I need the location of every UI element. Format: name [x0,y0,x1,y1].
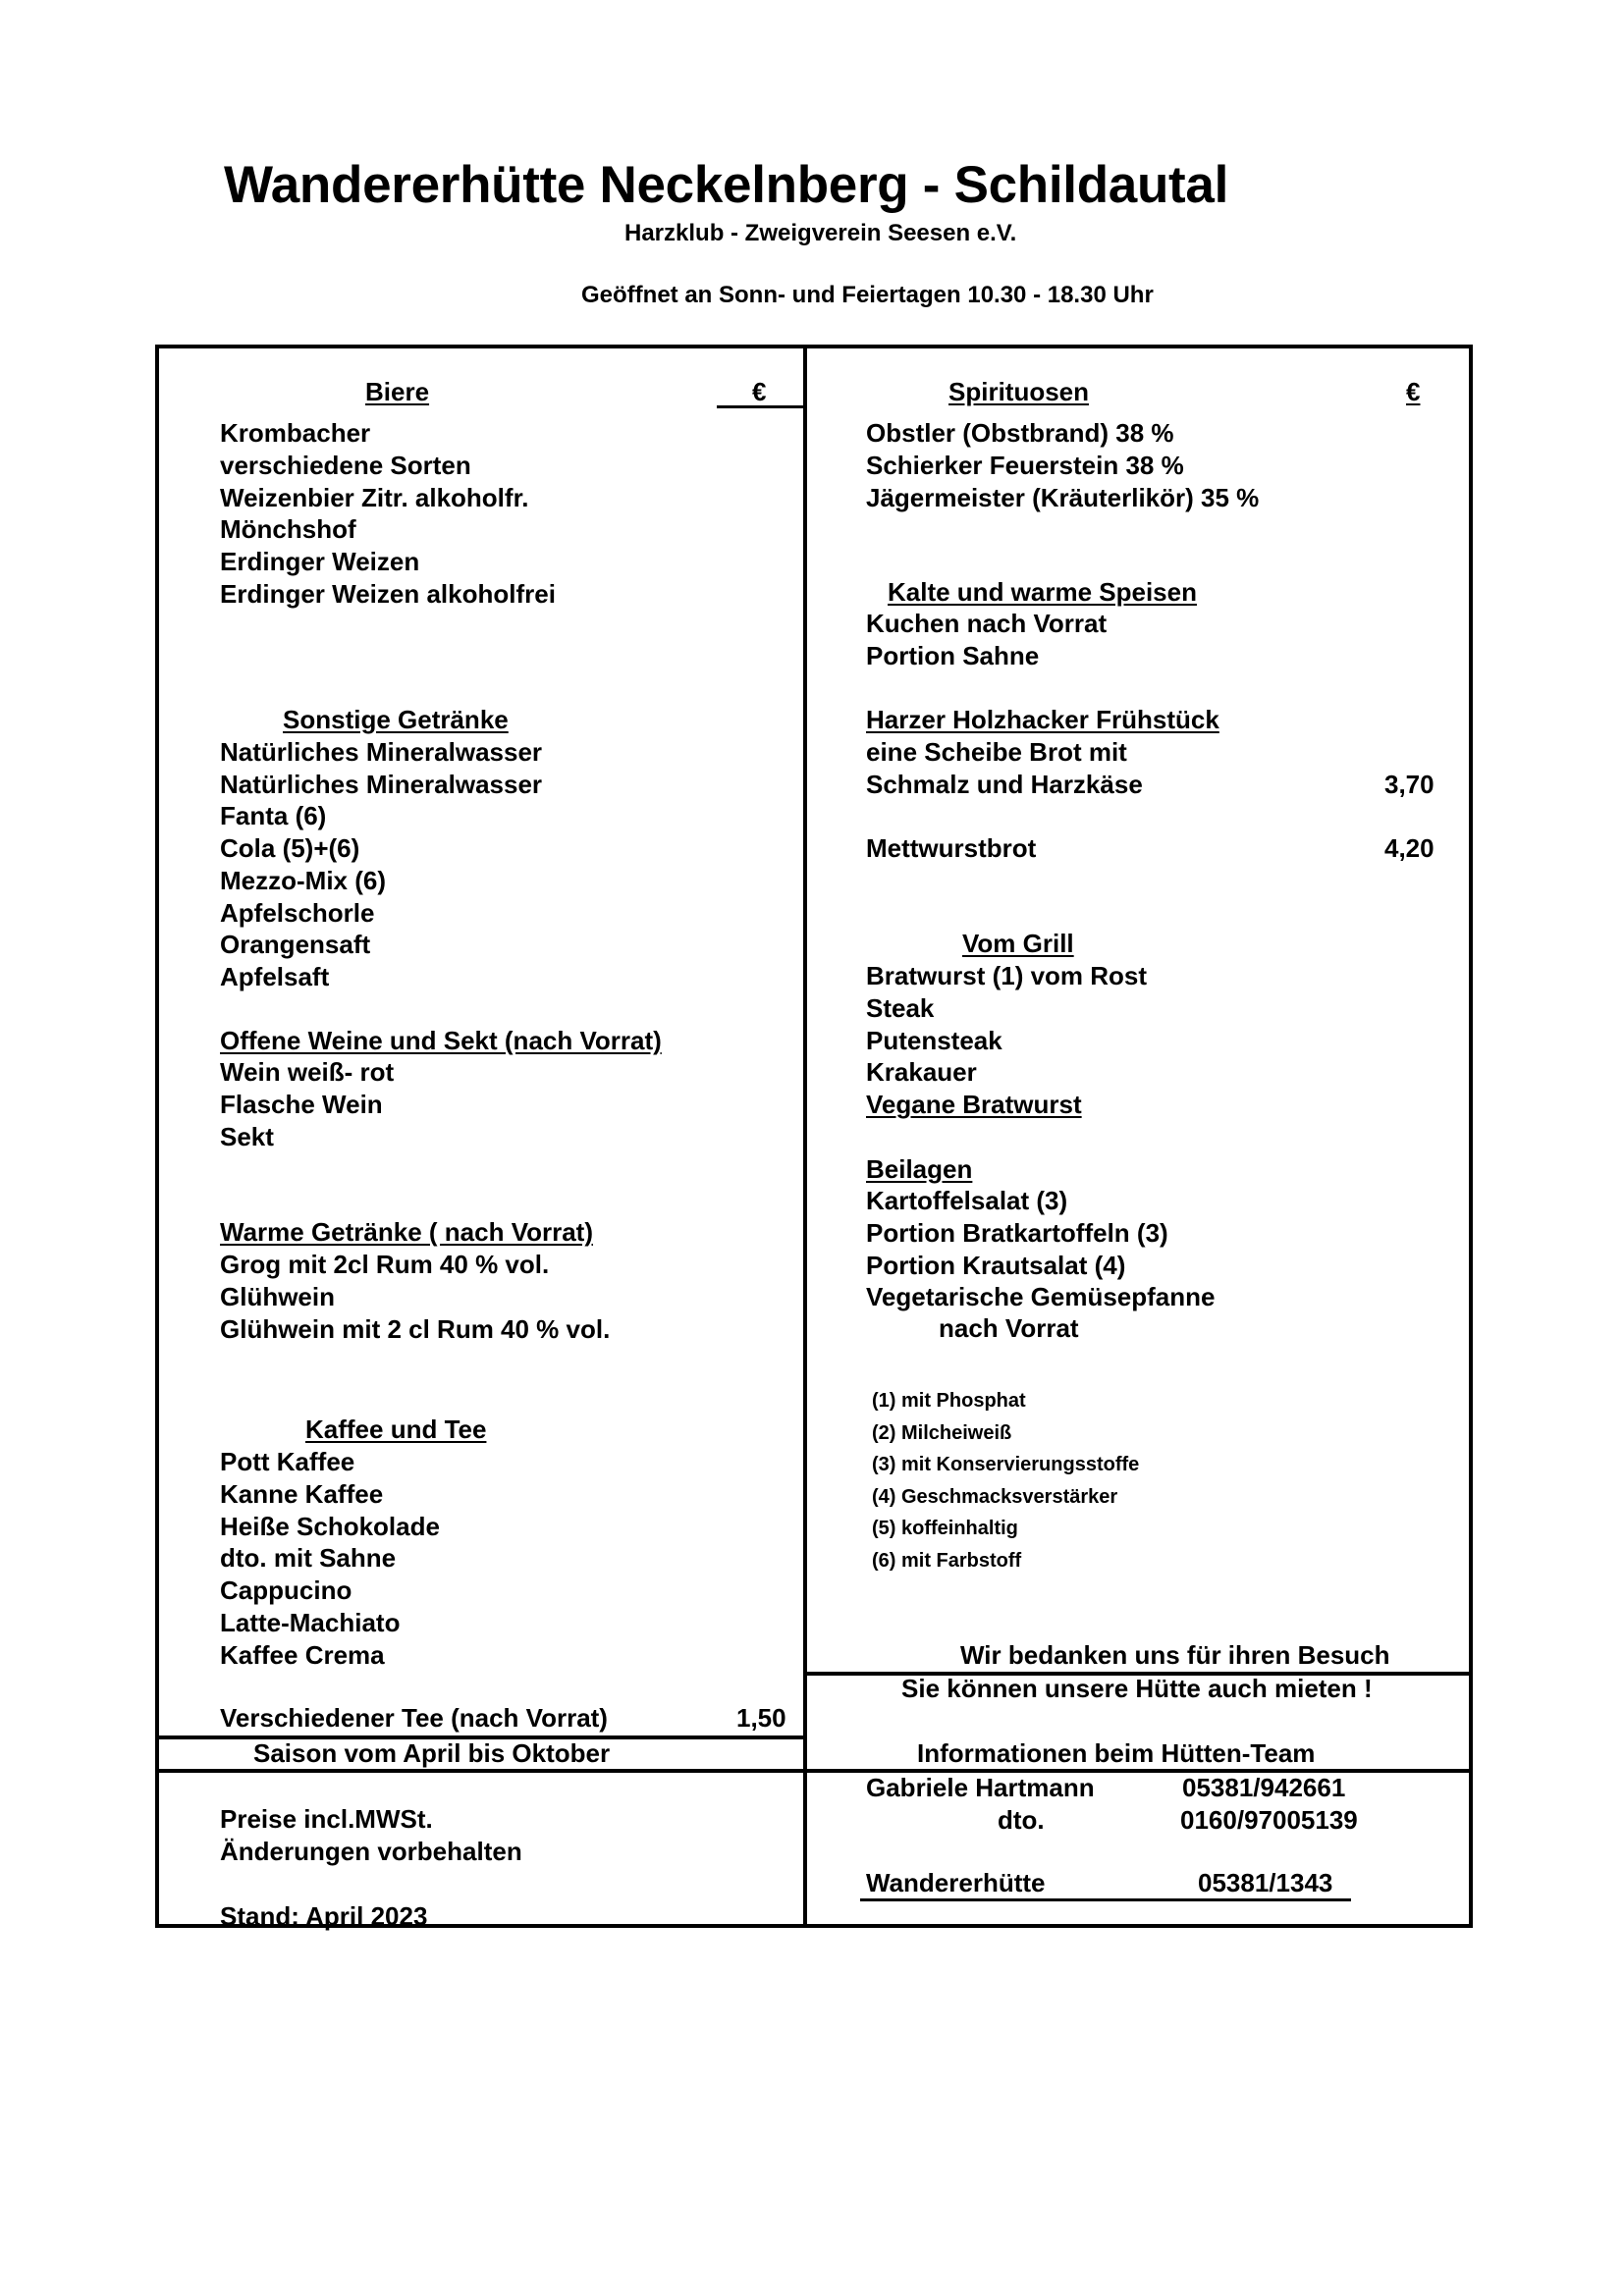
item-name: Kanne Kaffee [220,1478,384,1509]
item-name: Flasche Wein [220,1089,383,1119]
item-name: Krombacher [220,418,371,448]
item-name: Obstler (Obstbrand) 38 % [866,418,1174,448]
item-name: Putensteak [866,1025,1002,1055]
footnote-item: (1) mit Phosphat [872,1390,1026,1412]
section-heading-kaffee: Kaffee und Tee [305,1415,487,1444]
item-name: Latte-Machiato [220,1608,401,1637]
contact-phone: 05381/942661 [1182,1773,1346,1802]
item-name: Mönchshof [220,514,356,545]
item-name: Erdinger Weizen [220,547,420,577]
tee-price: 1,50 [736,1703,786,1733]
item-name: Erdinger Weizen alkoholfrei [220,579,556,609]
item-name: Kaffee Crema [220,1639,385,1670]
rent-text: Sie können unsere Hütte auch mieten ! [901,1674,1373,1703]
item-name: Weizenbier Zitr. alkoholfr. [220,482,529,512]
stand-note: Stand: April 2023 [220,1901,428,1931]
footnote-item: (6) mit Farbstoff [872,1550,1022,1572]
item-name: Vegetarische Gemüsepfanne [866,1282,1216,1312]
harzer-line-2: Schmalz und Harzkäse [866,770,1143,799]
item-name: Kuchen nach Vorrat [866,609,1108,638]
harzer-price: 3,70 [1384,770,1435,799]
item-name: Kartoffelsalat (3) [866,1186,1068,1215]
item-name: Fanta (6) [220,801,327,831]
item-name: Bratwurst (1) vom Rost [866,961,1148,990]
mettwurstbrot-price: 4,20 [1384,833,1435,863]
footnote-item: (4) Geschmacksverstärker [872,1485,1118,1508]
item-name: Apfelschorle [220,897,375,928]
section-heading-warme: Warme Getränke ( nach Vorrat) [220,1217,593,1247]
item-name: Portion Krautsalat (4) [866,1250,1126,1280]
item-name: Heiße Schokolade [220,1511,440,1541]
section-heading-spirituosen: Spirituosen [948,377,1090,406]
section-heading-sonstige: Sonstige Getränke [283,705,509,734]
item-name: Krakauer [866,1057,977,1088]
item-name: Natürliches Mineralwasser [220,737,543,767]
mettwurstbrot-name: Mettwurstbrot [866,833,1037,863]
contact-name: Gabriele Hartmann [866,1773,1095,1802]
item-name: Portion Bratkartoffeln (3) [866,1217,1168,1248]
item-name: Wein weiß- rot [220,1057,395,1087]
column-divider [803,345,807,1928]
contact-name: Wandererhütte [866,1868,1046,1897]
section-heading-speisen: Kalte und warme Speisen [888,577,1197,607]
item-name: Cola (5)+(6) [220,833,360,864]
item-name: verschiedene Sorten [220,450,471,480]
section-heading-weine: Offene Weine und Sekt (nach Vorrat) [220,1026,662,1055]
beilagen-note: nach Vorrat [939,1313,1079,1343]
item-name: Grog mit 2cl Rum 40 % vol. [220,1250,550,1279]
item-name: Orangensaft [220,930,371,960]
changes-note: Änderungen vorbehalten [220,1837,522,1866]
contact-name: dto. [998,1805,1045,1835]
item-name: Cappucino [220,1575,352,1606]
contact-underline [860,1898,1351,1901]
item-name: Schierker Feuerstein 38 % [866,450,1184,480]
harzer-line-1: eine Scheibe Brot mit [866,737,1127,767]
footnote-item: (2) Milcheiweiß [872,1421,1012,1444]
season-text: Saison vom April bis Oktober [253,1738,611,1768]
opening-hours: Geöffnet an Sonn- und Feiertagen 10.30 - 18.30 Uhr [581,282,1154,308]
footnote-item: (3) mit Konservierungsstoffe [872,1454,1140,1476]
item-name: Natürliches Mineralwasser [220,769,543,799]
thanks-text: Wir bedanken uns für ihren Besuch [960,1640,1390,1670]
item-name: Steak [866,992,935,1023]
info-text: Informationen beim Hütten-Team [917,1738,1316,1768]
item-name: Sekt [220,1121,274,1151]
item-name: Jägermeister (Kräuterlikör) 35 % [866,482,1260,512]
page-title: Wandererhütte Neckelnberg - Schildautal [224,156,1228,214]
item-name: Pott Kaffee [220,1447,355,1476]
section-heading-beilagen: Beilagen [866,1154,973,1184]
section-heading-harzer: Harzer Holzhacker Frühstück [866,705,1219,734]
currency-label-left: € [752,377,767,406]
item-name: dto. mit Sahne [220,1543,397,1574]
contact-phone: 0160/97005139 [1180,1805,1358,1835]
tee-name: Verschiedener Tee (nach Vorrat) [220,1703,608,1733]
contact-phone: 05381/1343 [1198,1868,1333,1897]
currency-label-right: € [1406,377,1421,406]
footnote-item: (5) koffeinhaltig [872,1518,1018,1540]
page-subtitle: Harzklub - Zweigverein Seesen e.V. [624,220,1017,246]
item-name: Glühwein [220,1281,335,1311]
item-name: Mezzo-Mix (6) [220,865,386,895]
prices-note: Preise incl.MWSt. [220,1804,433,1834]
season-bottom-line [155,1769,807,1773]
item-name: Glühwein mit 2 cl Rum 40 % vol. [220,1313,611,1344]
item-name: Vegane Bratwurst [866,1090,1082,1120]
section-heading-biere: Biere [365,377,430,406]
item-name: Portion Sahne [866,640,1040,670]
item-name: Apfelsaft [220,961,330,991]
section-heading-grill: Vom Grill [962,929,1074,958]
